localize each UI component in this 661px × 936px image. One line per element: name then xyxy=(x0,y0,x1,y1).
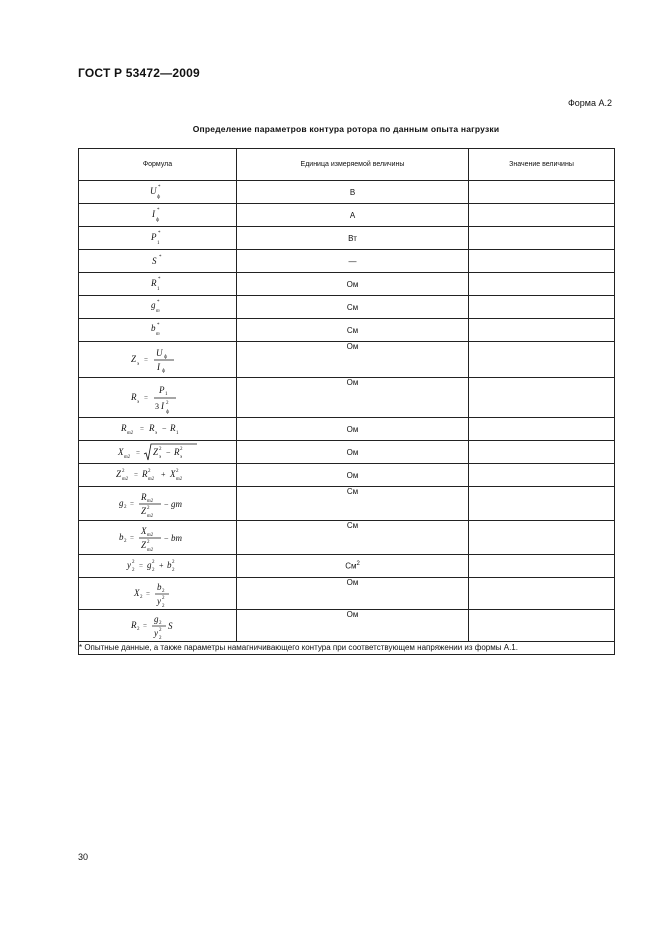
svg-text:m2: m2 xyxy=(146,513,153,519)
formula-r1 xyxy=(149,275,167,293)
formula-z-equivalent xyxy=(130,344,186,376)
formula-xm2 xyxy=(117,441,199,463)
svg-text:y: y xyxy=(156,595,161,606)
svg-text:1: 1 xyxy=(156,241,159,246)
svg-text:ф: ф xyxy=(155,218,159,223)
svg-text:*: * xyxy=(156,323,159,328)
svg-text:2: 2 xyxy=(121,469,124,474)
svg-text:ф: ф xyxy=(163,354,167,360)
formula-gm xyxy=(149,298,167,316)
value-cell[interactable] xyxy=(469,610,615,642)
svg-text:Z: Z xyxy=(130,353,136,364)
formula-b2 xyxy=(118,523,198,553)
svg-text:1: 1 xyxy=(175,431,178,436)
parameters-table xyxy=(78,148,615,655)
svg-text:m2: m2 xyxy=(175,477,182,482)
svg-text:X: X xyxy=(133,587,139,598)
svg-text:I: I xyxy=(160,400,164,411)
svg-text:Z: Z xyxy=(115,469,121,479)
column-header-formula: Формула xyxy=(79,149,237,181)
unit-cell: Ом xyxy=(237,418,469,441)
formula-cell xyxy=(79,555,237,578)
table-row xyxy=(79,521,615,555)
svg-text:P: P xyxy=(150,232,156,242)
svg-text:=: = xyxy=(139,425,144,433)
table-row xyxy=(79,342,615,378)
unit-cell: См xyxy=(237,296,469,319)
svg-text:b: b xyxy=(150,323,155,333)
svg-text:I: I xyxy=(151,209,155,219)
svg-text:−: − xyxy=(165,448,171,457)
svg-text:ф: ф xyxy=(161,368,165,374)
svg-text:R: R xyxy=(173,447,179,457)
table-row xyxy=(79,273,615,296)
svg-text:X: X xyxy=(117,447,123,457)
table-row xyxy=(79,296,615,319)
formula-cell xyxy=(79,378,237,418)
svg-text:2: 2 xyxy=(171,568,174,573)
svg-text:m: m xyxy=(155,332,160,337)
svg-text:R: R xyxy=(169,423,175,433)
svg-text:2: 2 xyxy=(161,588,164,594)
unit-cell: — xyxy=(237,250,469,273)
formula-r2 xyxy=(130,612,186,640)
formula-cell xyxy=(79,204,237,227)
unit-cell: В xyxy=(237,181,469,204)
svg-text:2: 2 xyxy=(146,539,149,545)
svg-text:3: 3 xyxy=(154,401,159,411)
svg-text:U: U xyxy=(149,186,156,196)
svg-text:R: R xyxy=(130,619,136,630)
svg-text:−: − xyxy=(163,533,169,543)
formula-u-phase xyxy=(148,183,168,201)
table-footnote-row xyxy=(79,642,615,655)
svg-text:=: = xyxy=(129,499,134,508)
column-header-unit: Единица измеряемой величины xyxy=(237,149,469,181)
svg-text:S: S xyxy=(167,620,172,631)
table-row xyxy=(79,378,615,418)
svg-text:2: 2 xyxy=(131,560,134,565)
formula-g2 xyxy=(118,489,198,519)
svg-text:+: + xyxy=(158,561,164,570)
unit-cell: См xyxy=(237,487,469,521)
formula-cell xyxy=(79,181,237,204)
svg-text:=: = xyxy=(145,589,150,598)
svg-text:2: 2 xyxy=(158,627,161,633)
svg-text:g: g xyxy=(118,497,123,508)
formula-cell xyxy=(79,521,237,555)
table-row xyxy=(79,181,615,204)
svg-text:э: э xyxy=(136,399,139,405)
unit-cell: Ом xyxy=(237,610,469,642)
svg-text:2: 2 xyxy=(158,447,161,452)
svg-text:m: m xyxy=(155,309,160,314)
value-cell[interactable] xyxy=(469,464,615,487)
svg-text:*: * xyxy=(157,231,160,236)
formula-bm xyxy=(149,321,167,339)
svg-text:Z: Z xyxy=(140,539,146,550)
table-row xyxy=(79,418,615,441)
svg-text:=: = xyxy=(142,621,147,630)
svg-text:g: g xyxy=(153,613,158,624)
unit-cell: См xyxy=(237,319,469,342)
svg-text:Z: Z xyxy=(140,505,146,516)
value-cell[interactable] xyxy=(469,319,615,342)
formula-rm2 xyxy=(120,420,196,438)
table-caption: Определение параметров контура ротора по данным опыта нагрузки xyxy=(192,124,500,134)
svg-text:2: 2 xyxy=(179,447,182,452)
unit-cell: Ом xyxy=(237,578,469,610)
svg-text:g: g xyxy=(146,560,151,570)
svg-text:m2: m2 xyxy=(126,431,133,436)
svg-text:R: R xyxy=(148,423,154,433)
formula-cell xyxy=(79,487,237,521)
svg-text:bm: bm xyxy=(170,532,182,543)
table-row xyxy=(79,487,615,521)
svg-text:*: * xyxy=(156,208,159,213)
svg-text:=: = xyxy=(133,471,138,479)
value-cell[interactable] xyxy=(469,296,615,319)
table-row xyxy=(79,250,615,273)
value-cell[interactable] xyxy=(469,250,615,273)
table-row xyxy=(79,555,615,578)
value-cell[interactable] xyxy=(469,181,615,204)
formula-cell xyxy=(79,250,237,273)
unit-cell: А xyxy=(237,204,469,227)
svg-text:2: 2 xyxy=(151,568,154,573)
svg-text:m2: m2 xyxy=(147,477,154,482)
table-footnote: * Опытные данные, а также параметры намагничивающего контура при соответствующем напряжении из формы А.1. xyxy=(79,642,615,655)
svg-text:−: − xyxy=(163,499,169,509)
svg-text:2: 2 xyxy=(151,560,154,565)
unit-cell: Ом xyxy=(237,342,469,378)
formula-cell xyxy=(79,610,237,642)
svg-text:2: 2 xyxy=(171,560,174,565)
svg-text:2: 2 xyxy=(139,594,142,600)
value-cell[interactable] xyxy=(469,273,615,296)
svg-text:b: b xyxy=(118,531,123,542)
value-cell[interactable] xyxy=(469,578,615,610)
svg-text:э: э xyxy=(154,431,157,436)
value-cell[interactable] xyxy=(469,204,615,227)
svg-text:2: 2 xyxy=(158,635,161,641)
svg-text:Z: Z xyxy=(152,447,158,457)
svg-text:2: 2 xyxy=(175,469,178,474)
table-row xyxy=(79,441,615,464)
svg-text:R: R xyxy=(130,391,136,402)
formula-r-equivalent xyxy=(130,381,186,415)
unit-cell: Ом xyxy=(237,441,469,464)
value-cell[interactable] xyxy=(469,521,615,555)
unit-cell: Ом xyxy=(237,273,469,296)
unit-cell: См xyxy=(237,521,469,555)
svg-text:X: X xyxy=(140,525,146,536)
table-row xyxy=(79,578,615,610)
value-cell[interactable] xyxy=(469,418,615,441)
formula-cell xyxy=(79,441,237,464)
svg-text:m2: m2 xyxy=(146,547,153,553)
svg-text:m2: m2 xyxy=(123,455,130,460)
svg-text:э: э xyxy=(136,361,139,367)
svg-text:R: R xyxy=(150,278,156,288)
svg-text:=: = xyxy=(143,355,148,364)
svg-text:m2: m2 xyxy=(146,532,153,538)
svg-text:*: * xyxy=(157,277,160,282)
svg-text:*: * xyxy=(156,300,159,305)
svg-text:=: = xyxy=(138,562,143,570)
svg-text:*: * xyxy=(157,185,160,190)
svg-text:−: − xyxy=(161,424,167,433)
table-row xyxy=(79,227,615,250)
document-code: ГОСТ Р 53472—2009 xyxy=(78,66,200,80)
table-row xyxy=(79,464,615,487)
svg-text:=: = xyxy=(143,393,148,402)
formula-zm2 xyxy=(115,466,201,484)
svg-text:I: I xyxy=(156,361,160,372)
svg-text:ф: ф xyxy=(156,195,160,200)
formula-slip xyxy=(150,252,166,270)
form-label: Форма А.2 xyxy=(567,98,612,108)
svg-text:b: b xyxy=(166,560,171,570)
svg-text:=: = xyxy=(129,533,134,542)
svg-text:2: 2 xyxy=(131,568,134,573)
svg-text:э: э xyxy=(158,455,161,460)
svg-text:2: 2 xyxy=(161,603,164,609)
value-cell[interactable] xyxy=(469,555,615,578)
svg-text:P: P xyxy=(158,384,164,395)
value-cell[interactable] xyxy=(469,441,615,464)
svg-text:m2: m2 xyxy=(146,498,153,504)
unit-superscript: 2 xyxy=(356,561,360,568)
svg-text:2: 2 xyxy=(136,626,139,632)
unit-text: См xyxy=(345,561,357,571)
svg-text:*: * xyxy=(158,255,161,260)
column-header-value: Значение величины xyxy=(469,149,615,181)
formula-cell xyxy=(79,342,237,378)
table-row xyxy=(79,204,615,227)
table-row xyxy=(79,319,615,342)
svg-text:U: U xyxy=(155,347,162,358)
svg-text:R: R xyxy=(141,469,147,479)
formula-cell xyxy=(79,319,237,342)
formula-p1 xyxy=(149,229,167,247)
formula-cell xyxy=(79,464,237,487)
svg-text:=: = xyxy=(135,449,140,457)
svg-text:gm: gm xyxy=(170,498,182,509)
value-cell[interactable] xyxy=(469,342,615,378)
svg-text:y: y xyxy=(126,560,131,570)
table-header-row xyxy=(79,149,615,181)
svg-text:ф: ф xyxy=(165,409,169,415)
svg-text:+: + xyxy=(160,470,166,479)
svg-text:2: 2 xyxy=(165,400,168,406)
svg-text:g: g xyxy=(150,300,155,310)
value-cell[interactable] xyxy=(469,487,615,521)
svg-text:2: 2 xyxy=(147,469,150,474)
formula-x2 xyxy=(133,580,183,608)
formula-cell xyxy=(79,418,237,441)
svg-text:1: 1 xyxy=(164,391,167,397)
page-number: 30 xyxy=(78,852,89,862)
formula-i-phase xyxy=(149,206,167,224)
svg-text:2: 2 xyxy=(123,538,126,544)
formula-cell xyxy=(79,227,237,250)
svg-text:2: 2 xyxy=(161,595,164,601)
svg-text:R: R xyxy=(140,491,146,502)
svg-text:1: 1 xyxy=(156,287,159,292)
unit-cell xyxy=(237,555,469,578)
formula-cell xyxy=(79,296,237,319)
svg-text:2: 2 xyxy=(158,620,161,626)
svg-text:2: 2 xyxy=(123,504,126,510)
svg-text:э: э xyxy=(179,455,182,460)
svg-text:S: S xyxy=(151,256,156,266)
unit-cell: Ом xyxy=(237,464,469,487)
formula-cell xyxy=(79,273,237,296)
svg-text:b: b xyxy=(156,581,161,592)
svg-text:2: 2 xyxy=(146,505,149,511)
formula-y2 xyxy=(126,557,190,575)
table-row xyxy=(79,610,615,642)
svg-text:R: R xyxy=(120,423,126,433)
unit-cell: Ом xyxy=(237,378,469,418)
value-cell[interactable] xyxy=(469,227,615,250)
svg-text:X: X xyxy=(169,469,175,479)
svg-text:y: y xyxy=(153,627,158,638)
svg-text:m2: m2 xyxy=(121,477,128,482)
unit-cell: Вт xyxy=(237,227,469,250)
formula-cell xyxy=(79,578,237,610)
value-cell[interactable] xyxy=(469,378,615,418)
